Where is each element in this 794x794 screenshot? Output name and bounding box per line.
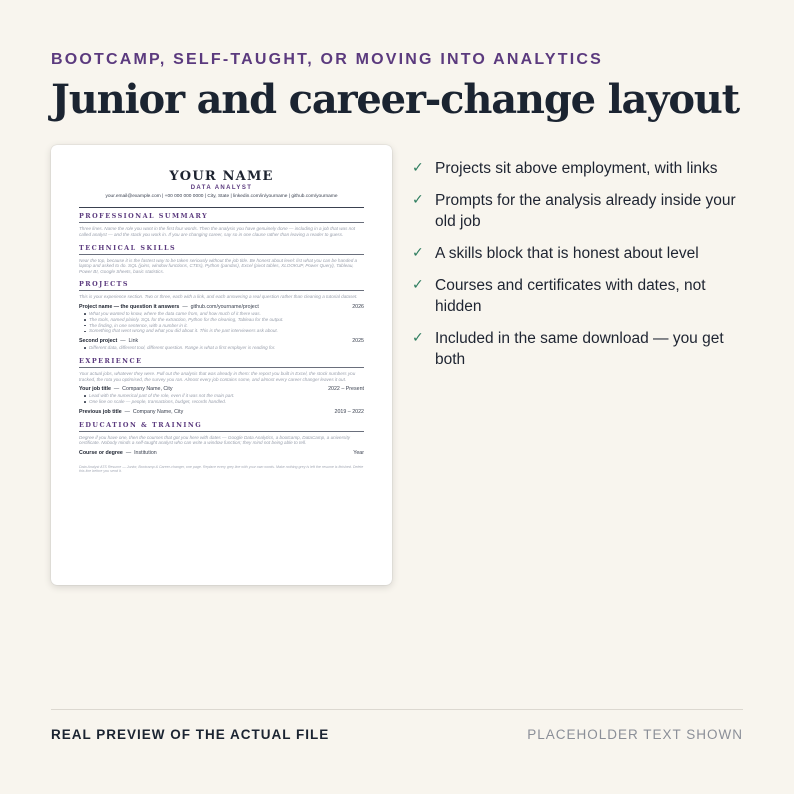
education-entry: Course or degree — Institution Year — [79, 449, 364, 456]
check-icon: ✓ — [412, 245, 424, 261]
section-projects-title: PROJECTS — [79, 280, 364, 291]
feature-text: A skills block that is honest about level — [435, 245, 699, 262]
job-date: 2019 – 2022 — [334, 408, 364, 415]
experience-intro: Your actual jobs, whatever they were. Pull out the analysis that was already in them: the report you built in Excel, the stock numbers you tracked, the rota you optimised, the survey you ran. Almost every job contains some, and almost every career changer leaves it out. — [79, 370, 356, 382]
job-date: 2022 – Present — [328, 386, 364, 393]
footer-left-label: REAL PREVIEW OF THE ACTUAL FILE — [51, 727, 330, 742]
course-name: Course or degree — [79, 449, 123, 456]
list-item: Lead with the numerical part of the role, even if it was not the main part. — [79, 393, 364, 399]
check-icon: ✓ — [412, 330, 424, 346]
feature-text: Courses and certificates with dates, not hidden — [435, 277, 706, 315]
project-bullets — [79, 345, 364, 351]
footer-divider — [51, 709, 743, 710]
eyebrow-label: BOOTCAMP, SELF-TAUGHT, OR MOVING INTO ANALYTICS — [51, 51, 604, 68]
project-link: Link — [128, 338, 139, 345]
resume-name: YOUR NAME — [169, 169, 274, 184]
resume-preview — [51, 145, 392, 585]
feature-item — [412, 243, 752, 264]
summary-text: Three lines. Name the role you want in the first four words. Then the analysis you have genuinely done — including in a job that was not called analyst — and the stack you work in. If you are changing career, say so in one clause rather than leaving a reader to guess. — [79, 226, 356, 237]
list-item: One line on scale — people, transactions, budget, records handled. — [79, 399, 364, 405]
resume-role: DATA ANALYST — [190, 185, 253, 191]
section-skills-title: TECHNICAL SKILLS — [79, 244, 364, 255]
resume-footnote: Data Analyst ATS Resume — Junior, Bootcamp & Career-changer, one page. Replace every grey line with your own words. Make nothing grey is left the resume is finished. Delete this line before you send it. — [79, 464, 364, 474]
page-title: Junior and career-change layout — [51, 76, 739, 123]
feature-item — [412, 190, 752, 232]
project-date: 2026 — [352, 303, 364, 310]
resume-contact: your.email@example.com | +00 000 000 0000 | City, State | linkedin.com/in/yourname | github.com/yourname — [105, 194, 338, 199]
education-date: Year — [353, 449, 364, 456]
skills-text: Near the top, because it is the fastest way to be taken seriously without the job title. Be honest about level: list what you can be handed a laptop and asked to do. SQL (joins, window functions, CTEs), Python (pandas), Excel (pivot tables, XLOOKUP, Power Query), Tableau, Power BI, Google Sheets, basic statistics. — [79, 257, 358, 274]
list-item: Something that went wrong and what you did about it. This is the part interviewers ask about. — [79, 328, 364, 334]
feature-item — [412, 275, 752, 317]
check-icon: ✓ — [412, 160, 424, 176]
list-item: The finding, in one sentence, with a number in it. — [79, 323, 364, 329]
feature-item — [412, 158, 752, 179]
institution: Institution — [134, 449, 157, 456]
job-company: Company Name, City — [122, 386, 173, 393]
check-icon: ✓ — [412, 277, 424, 293]
project-date: 2025 — [352, 338, 364, 345]
feature-text: Included in the same download — you get both — [435, 330, 724, 368]
job-title: Your job title — [79, 386, 111, 393]
footer-right-label: PLACEHOLDER TEXT SHOWN — [527, 727, 743, 742]
check-icon: ✓ — [412, 192, 424, 208]
section-experience-title: EXPERIENCE — [79, 357, 364, 368]
feature-item — [412, 328, 752, 370]
section-summary-title: PROFESSIONAL SUMMARY — [79, 212, 364, 223]
job-title: Previous job title — [79, 408, 122, 415]
job-entry: Your job title — Company Name, City 2022 – Present — [79, 386, 364, 393]
list-item: Different data, different tool, different question. Range is what a first employer is reading for. — [79, 345, 364, 351]
job-bullets — [79, 393, 364, 405]
project-entry: Project name — the question it answers — github.com/yourname/project 2026 — [79, 303, 364, 310]
project-name: Project name — the question it answers — [79, 303, 180, 310]
job-company: Company Name, City — [132, 408, 184, 415]
section-education-title: EDUCATION & TRAINING — [79, 421, 364, 432]
header-rule — [79, 207, 364, 208]
feature-text: Prompts for the analysis already inside your old job — [435, 192, 736, 230]
projects-intro: This is your experience section. Two or three, each with a link, and each answering a real question rather than cleaning a tutorial dataset. — [79, 294, 358, 300]
project-link: github.com/yourname/project — [190, 303, 259, 310]
project-name: Second project — [79, 338, 118, 345]
list-item: What you wanted to know, where the data came from, and how much of it there was. — [79, 311, 364, 317]
job-entry: Previous job title — Company Name, City 2019 – 2022 — [79, 408, 364, 415]
feature-list — [412, 158, 752, 381]
list-item: The tools, named plainly. SQL for the extraction, Python for the cleaning, Tableau for the output. — [79, 317, 364, 323]
project-bullets — [79, 311, 364, 334]
feature-text: Projects sit above employment, with links — [435, 160, 718, 177]
project-entry: Second project — Link 2025 — [79, 338, 364, 345]
education-intro: Degree if you have one, then the courses that got you here with dates — Google Data Analytics, a bootcamp, DataCamp, a university certificate. Nobody minds a self-taught analyst who can write a window function; they mind not being able to tell. — [79, 434, 351, 446]
